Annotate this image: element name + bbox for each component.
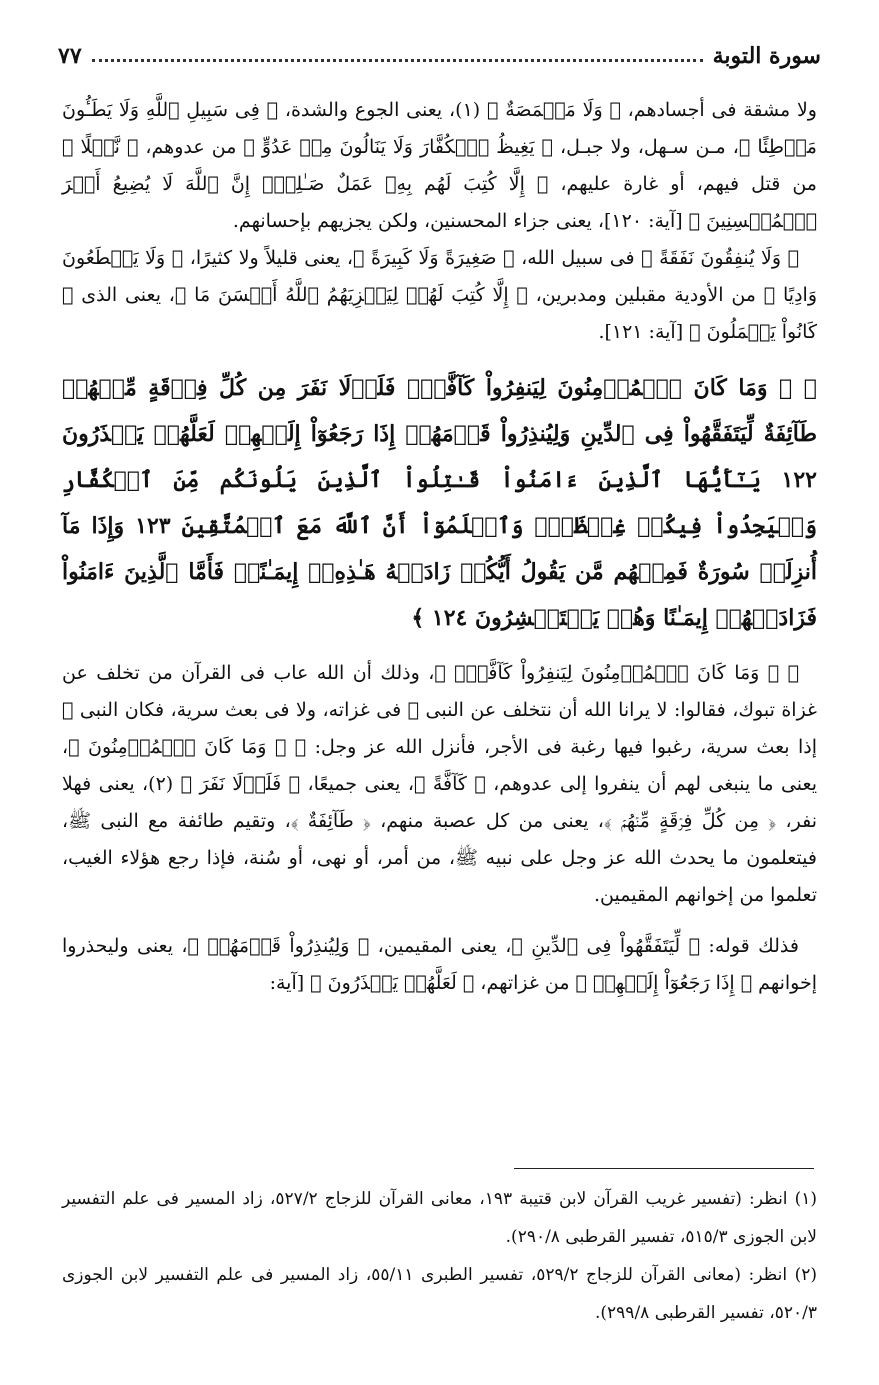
commentary-paragraph: ولا مشقة فى أجسادهم، ﴿ وَلَا مَخۡمَصَةٌ ﴾ (١)، يعنى الجوع والشدة، ﴿ فِى سَبِيلِ ٱللَّهِ وَلَا يَطَـُٔونَ مَوۡطِئًا ﴾، مـن سـهل، ولا جبـل، ﴿ يَغِيظُ ٱلۡكُفَّارَ وَلَا يَنَالُونَ مِنۡ عَدُوٍّ ﴾ من عدوهم، ﴿ نَّيۡلًا ﴾ من قتل فيهم، أو غارة عليهم، ﴿ إِلَّا كُتِبَ لَهُم بِهِۦ عَمَلٌ صَـٰلِحٌۚ إِنَّ ٱللَّهَ لَا يُضِيعُ أَجۡرَ ٱلۡمُحۡسِنِينَ ﴾ [آية: ١٢٠]، يعنى جزاء المحسنين، ولكن يجزيهم بإحسانهم. [62,99,817,232]
page-header [58,36,821,76]
commentary-paragraph: ﴿ وَلَا يُنفِقُونَ نَفَقَةً ﴾ فى سبيل الله، ﴿ صَغِيرَةً وَلَا كَبِيرَةً ﴾، يعنى قليلاً ولا كثيرًا، ﴿ وَلَا يَقۡطَعُونَ وَادِيًا ﴾ من الأودية مقبلين ومدبرين، ﴿ إِلَّا كُتِبَ لَهُمۡ لِيَجۡزِيَهُمُ ٱللَّهُ أَحۡسَنَ مَا ﴾، يعنى الذى ﴿ كَانُواْ يَعۡمَلُونَ ﴾ [آية: ١٢١]. [62,247,817,343]
footnote-separator [514,1168,814,1169]
commentary-paragraph: ﴿ ۞ وَمَا كَانَ ٱلۡمُؤۡمِنُونَ لِيَنفِرُواْ كَآفَّةًۚ ﴾، وذلك أن الله عاب فى القرآن من تخلف عن غزاة تبوك، فقالوا: لا يرانا الله أن نتخلف عن النبى ﷺ فى غزاته، ولا فى بعث سرية، فكان النبى ﷺ إذا بعث سرية، رغبوا فيها رغبة فى الأجر، فأنزل الله عز وجل: ﴿ ۞ وَمَا كَانَ ٱلۡمُؤۡمِنُونَ ﴾، يعنى ما ينبغى لهم أن ينفروا إلى عدوهم، ﴿ كَآفَّةً ﴾، يعنى جميعًا، ﴿ فَلَوۡلَا نَفَرَ ﴾ (٢)، يعنى فهلا نفر، ﴿ مِن كُلِّ فِرۡقَةٍ مِّنۡهُمۡ ﴾، يعنى من كل عصبة منهم، ﴿ طَآئِفَةٌ ﴾، وتقيم طائفة مع النبى ﷺ، فيتعلمون ما يحدث الله عز وجل على نبيه ﷺ، من أمر، أو نهى، أو سُنة، فإذا رجع هؤلاء الغيب، تعلموا من إخوانهم المقيمين. [62,662,817,906]
quran-verses-block: ﴿ ۞ وَمَا كَانَ ٱلۡمُؤۡمِنُونَ لِيَنفِرُواْ كَآفَّةًۚ فَلَوۡلَا نَفَرَ مِن كُلِّ فِرۡقَةٍ مِّنۡهُمۡ طَآئِفَةٌ لِّيَتَفَقَّهُواْ فِى ٱلدِّينِ وَلِيُنذِرُواْ قَوۡمَهُمۡ إِذَا رَجَعُوٓاْ إِلَيۡهِمۡ لَعَلَّهُمۡ يَحۡذَرُونَ ١٢٢ يَـٰٓأَيُّهَا ٱلَّذِينَ ءَامَنُواْ قَـٰتِلُواْ ٱلَّذِينَ يَلُونَكُم مِّنَ ٱلۡكُفَّارِ وَلۡيَجِدُواْ فِيكُمۡ غِلۡظَةًۚ وَٱعۡلَمُوٓاْ أَنَّ ٱللَّهَ مَعَ ٱلۡمُتَّقِينَ ١٢٣ وَإِذَا مَآ أُنزِلَتۡ سُورَةٌ فَمِنۡهُم مَّن يَقُولُ أَيُّكُمۡ زَادَتۡهُ هَـٰذِهِۦٓ إِيمَـٰنًاۚ فَأَمَّا ٱلَّذِينَ ءَامَنُواْ فَزَادَتۡهُمۡ إِيمَـٰنًا وَهُمۡ يَسۡتَبۡشِرُونَ ١٢٤ ﴾ [62,375,818,631]
surah-title: سورة التوبة [712,43,821,69]
page-number: ٧٧ [58,43,82,69]
footnote: (٢) انظر: (معانى القرآن للزجاج ٥٢٩/٢، تفسير الطبرى ٥٥/١١، زاد المسير فى علم التفسير لابن الجوزى ٥٢٠/٣، تفسير القرطبى ٢٩٩/٨). [62,1265,817,1323]
main-text [62,92,817,1002]
footnote: (١) انظر: (تفسير غريب القرآن لابن قتيبة ١٩٣، معانى القرآن للزجاج ٥٢٧/٢، زاد المسير فى علم التفسير لابن الجوزى ٥١٥/٣، تفسير القرطبى ٢٩٠/٨). [62,1189,817,1247]
footnotes [62,1180,817,1332]
commentary-paragraph: فذلك قوله: ﴿ لِّيَتَفَقَّهُواْ فِى ٱلدِّينِ ﴾، يعنى المقيمين، ﴿ وَلِيُنذِرُواْ قَوۡمَهُمۡ ﴾، يعنى وليحذروا إخوانهم ﴿ إِذَا رَجَعُوٓاْ إِلَيۡهِمۡ ﴾ من غزاتهم، ﴿ لَعَلَّهُمۡ يَحۡذَرُونَ ﴾ [آية: [62,935,817,994]
header-dotted-leader [92,59,703,62]
